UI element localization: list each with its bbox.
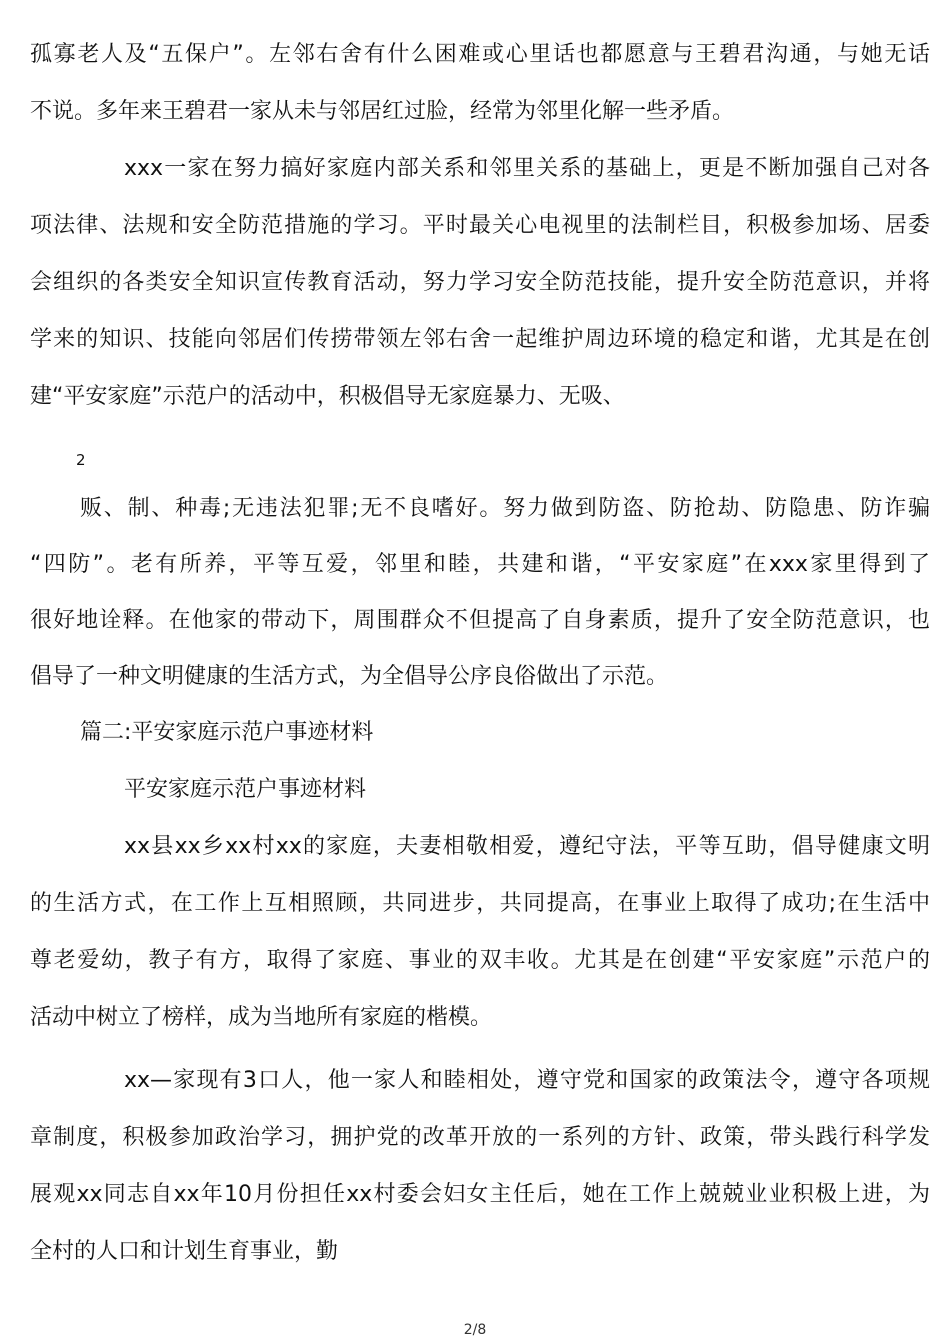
text-line: 活动中树立了榜样，成为当地所有家庭的楷模。 [30, 1005, 493, 1030]
text-line: “四防”。老有所养，平等互爱，邻里和睦，共建和谐，“平安家庭”在xxx家里得到了 [30, 552, 930, 577]
text-line: 贩、制、种毒;无违法犯罪;无不良嗜好。努力做到防盗、防抢劫、防隐患、防诈骗 [80, 496, 930, 521]
text-line: 项法律、法规和安全防范措施的学习。平时最关心电视里的法制栏目，积极参加场、居委 [30, 213, 930, 238]
text-line: 的生活方式，在工作上互相照顾，共同进步，共同提高，在事业上取得了成功;在生活中 [30, 891, 930, 916]
text-line: 倡导了一种文明健康的生活方式，为全倡导公序良俗做出了示范。 [30, 664, 669, 689]
text-line: 章制度，积极参加政治学习，拥护党的改革开放的一系列的方针、政策，带头践行科学发 [30, 1125, 930, 1150]
text-line: 孤寡老人及“五保户”。左邻右舍有什么困难或心里话也都愿意与王碧君沟通，与她无话 [30, 42, 930, 67]
text-line: 建“平安家庭”示范户的活动中，积极倡导无家庭暴力、无吸、 [30, 384, 625, 409]
text-line: 很好地诠释。在他家的带动下，周围群众不但提高了自身素质，提升了安全防范意识，也 [30, 608, 930, 633]
text-line: 学来的知识、技能向邻居们传捞带领左邻右舍一起维护周边环境的稳定和谐，尤其是在创 [30, 327, 930, 352]
text-line: 尊老爱幼，教子有方，取得了家庭、事业的双丰收。尤其是在创建“平安家庭”示范户的 [30, 948, 930, 973]
text-line: 全村的人口和计划生育事业，勤 [30, 1239, 339, 1264]
text-line: 不说。多年来王碧君一家从未与邻居红过脸，经常为邻里化解一些矛盾。 [30, 99, 735, 124]
text-line: xx县xx乡xx村xx的家庭，夫妻相敬相爱，遵纪守法，平等互助，倡导健康文明 [124, 834, 930, 859]
page-marker: 2 [76, 451, 86, 469]
text-line: 展观xx同志自xx年10月份担任xx村委会妇女主任后，她在工作上兢兢业业积极上进，为 [30, 1182, 930, 1207]
text-line: xx—家现有3口人，他一家人和睦相处，遵守党和国家的政策法令，遵守各项规 [124, 1068, 930, 1093]
text-line: 会组织的各类安全知识宣传教育活动，努力学习安全防范技能，提升安全防范意识，并将 [30, 270, 930, 295]
page-footer: 2/8 [463, 1322, 487, 1338]
section-heading: 篇二:平安家庭示范户事迹材料 [80, 720, 374, 745]
article-title: 平安家庭示范户事迹材料 [124, 777, 367, 802]
text-line: xxx一家在努力搞好家庭内部关系和邻里关系的基础上，更是不断加强自己对各 [124, 156, 930, 181]
